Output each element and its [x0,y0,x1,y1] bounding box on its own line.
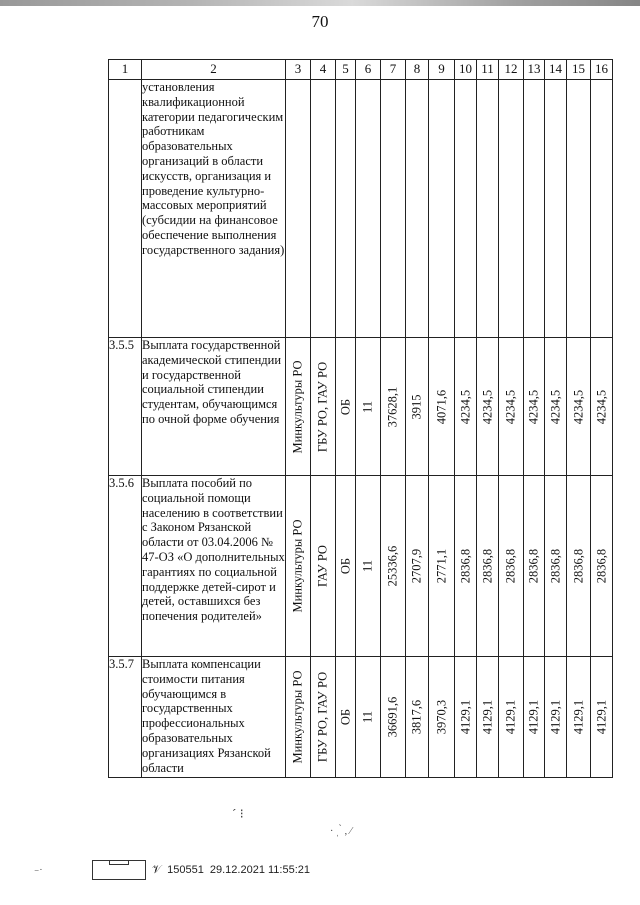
value-cell: 4129,1 [458,699,473,735]
table-row [109,338,613,476]
value-cell: 4129,1 [503,699,518,735]
responsible-cell: Минкультуры РО [290,519,305,613]
document-number: 150551 [167,864,204,876]
value-cell: 4234,5 [458,389,473,424]
value-cell: 4234,5 [503,389,518,424]
header-cell: 12 [499,60,524,80]
header-cell: 5 [336,60,356,80]
value-cell: 3817,6 [409,699,424,735]
value-cell: 2836,8 [594,548,609,584]
source-cell: ОБ [338,708,353,726]
header-cell: 10 [455,60,477,80]
value-cell: 36691,6 [385,696,400,738]
header-cell: 11 [477,60,499,80]
header-cell: 2 [142,60,286,80]
continuation-description: установления квалификационной категории педагогическим работникам образовательных организаций в области искусств, организация и проведение культурно-массовых мероприятий (субсидии на финансовое обеспечение выполнения государственного задания) [142,80,286,338]
signature-mark-icon: 𝒱 [152,863,162,876]
value-cell: 37628,1 [385,386,400,427]
row-number: 3.5.7 [109,657,142,778]
executor-cell: ГБУ РО, ГАУ РО [315,361,330,452]
scan-speck: ⁻˙ [34,868,43,879]
value-cell: 2836,8 [548,548,563,584]
scan-speck: ˊ ⁝ [232,806,244,821]
value-cell: 3970,3 [434,699,449,735]
source-cell: ОБ [338,398,353,415]
scan-edge [0,0,640,6]
value-cell: 4234,5 [571,389,586,424]
value-cell: 2836,8 [480,548,495,584]
scan-speck: · ˌ ̀ ‚ ⁄ [330,826,352,837]
value-cell: 3915 [409,394,424,419]
page-number: 70 [311,12,329,31]
header-cell: 8 [406,60,429,80]
table-row [109,657,613,778]
value-cell: 2836,8 [503,548,518,584]
document-timestamp: 29.12.2021 11:55:21 [209,864,311,876]
continuation-row [109,80,613,338]
value-cell: 4234,5 [526,389,541,424]
row-description: Выплата компенсации стоимости питания обучающимся в государственных профессиональных образовательных организациях Рязанской области [142,657,286,778]
document-footer [92,860,310,880]
header-cell: 3 [286,60,311,80]
value-cell: 4129,1 [594,699,609,735]
header-cell: 6 [356,60,381,80]
value-cell: 4129,1 [548,699,563,735]
value-cell: 4234,5 [480,389,495,424]
budget-table [108,59,613,778]
header-row [109,60,613,80]
value-cell: 4234,5 [594,389,609,424]
value-cell: 4129,1 [526,699,541,735]
code-cell: 11 [360,559,375,573]
responsible-cell: Минкультуры РО [290,359,305,454]
row-description: Выплата государственной академической стипендии и государственной социальной стипендии студентам, обучающимся по очной форме обучения [142,338,286,476]
value-cell: 2836,8 [571,548,586,584]
header-cell: 13 [524,60,545,80]
row-description: Выплата пособий по социальной помощи населению в соответствии с Законом Рязанской области от 03.04.2006 № 47-ОЗ «О дополнительных гарантиях по социальной поддержке детей-сирот и детей, оставшихся без попечения родителей» [142,476,286,657]
header-cell: 14 [545,60,567,80]
value-cell: 4234,5 [548,389,563,424]
executor-cell: ГАУ РО [315,545,330,587]
value-cell: 4129,1 [571,699,586,735]
value-cell: 4071,6 [434,389,449,424]
responsible-cell: Минкультуры РО [290,670,305,764]
header-cell: 15 [567,60,591,80]
header-cell: 7 [381,60,406,80]
row-number: 3.5.6 [109,476,142,657]
value-cell: 4129,1 [480,699,495,735]
table-row [109,476,613,657]
header-cell: 16 [591,60,613,80]
source-cell: ОБ [338,557,353,575]
value-cell: 25336,6 [385,545,400,587]
value-cell: 2836,8 [458,548,473,584]
registry-stamp-icon [92,860,146,880]
header-cell: 4 [311,60,336,80]
code-cell: 11 [360,400,375,413]
header-cell: 9 [429,60,455,80]
row-number: 3.5.5 [109,338,142,476]
executor-cell: ГБУ РО, ГАУ РО [315,671,330,763]
value-cell: 2836,8 [526,548,541,584]
value-cell: 2707,9 [409,548,424,584]
header-cell: 1 [109,60,142,80]
code-cell: 11 [360,710,375,724]
value-cell: 2771,1 [434,548,449,584]
